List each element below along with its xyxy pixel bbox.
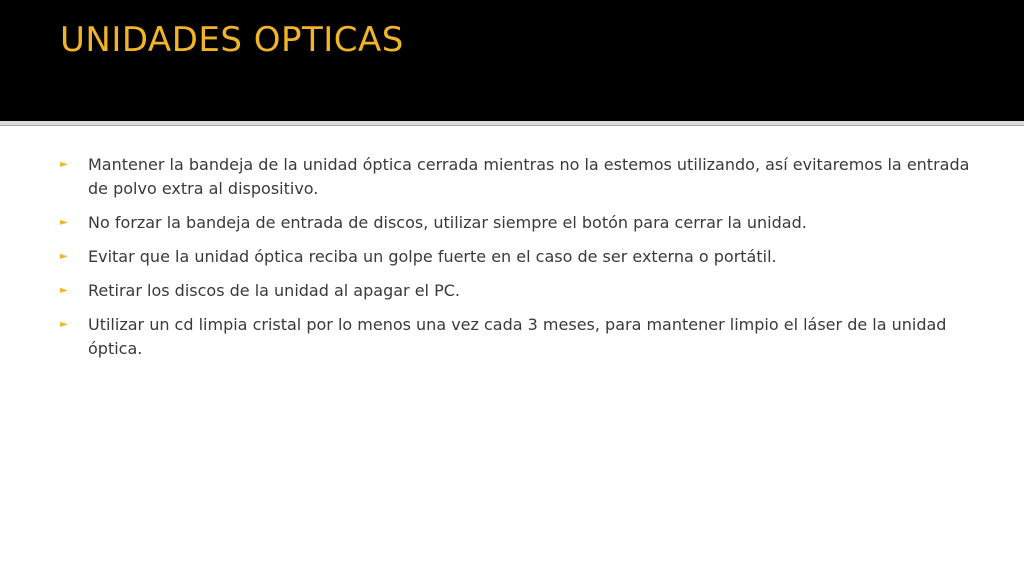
bullet-text: No forzar la bandeja de entrada de discos, utilizar siempre el botón para cerrar la unidad.: [88, 213, 807, 232]
title-bar: [0, 0, 1024, 121]
bullet-item: [60, 211, 980, 235]
bullet-text: Evitar que la unidad óptica reciba un golpe fuerte en el caso de ser externa o portátil.: [88, 247, 777, 266]
bullet-list: [60, 153, 980, 371]
bullet-item: [60, 279, 980, 303]
bullet-text: Retirar los discos de la unidad al apagar el PC.: [88, 281, 460, 300]
bullet-arrow-icon: ►: [60, 217, 68, 228]
bullet-arrow-icon: ►: [60, 159, 68, 170]
slide-title: UNIDADES OPTICAS: [60, 20, 404, 60]
bullet-text: Mantener la bandeja de la unidad óptica cerrada mientras no la estemos utilizando, así evitaremos la entrada de polvo extra al dispositivo.: [88, 155, 970, 198]
bullet-arrow-icon: ►: [60, 319, 68, 330]
bullet-item: [60, 153, 980, 201]
bullet-item: [60, 313, 980, 361]
bullet-arrow-icon: ►: [60, 251, 68, 262]
title-divider-line: [0, 125, 1024, 126]
bullet-text: Utilizar un cd limpia cristal por lo menos una vez cada 3 meses, para mantener limpio el láser de la unidad óptica.: [88, 315, 947, 358]
bullet-item: [60, 245, 980, 269]
bullet-arrow-icon: ►: [60, 285, 68, 296]
